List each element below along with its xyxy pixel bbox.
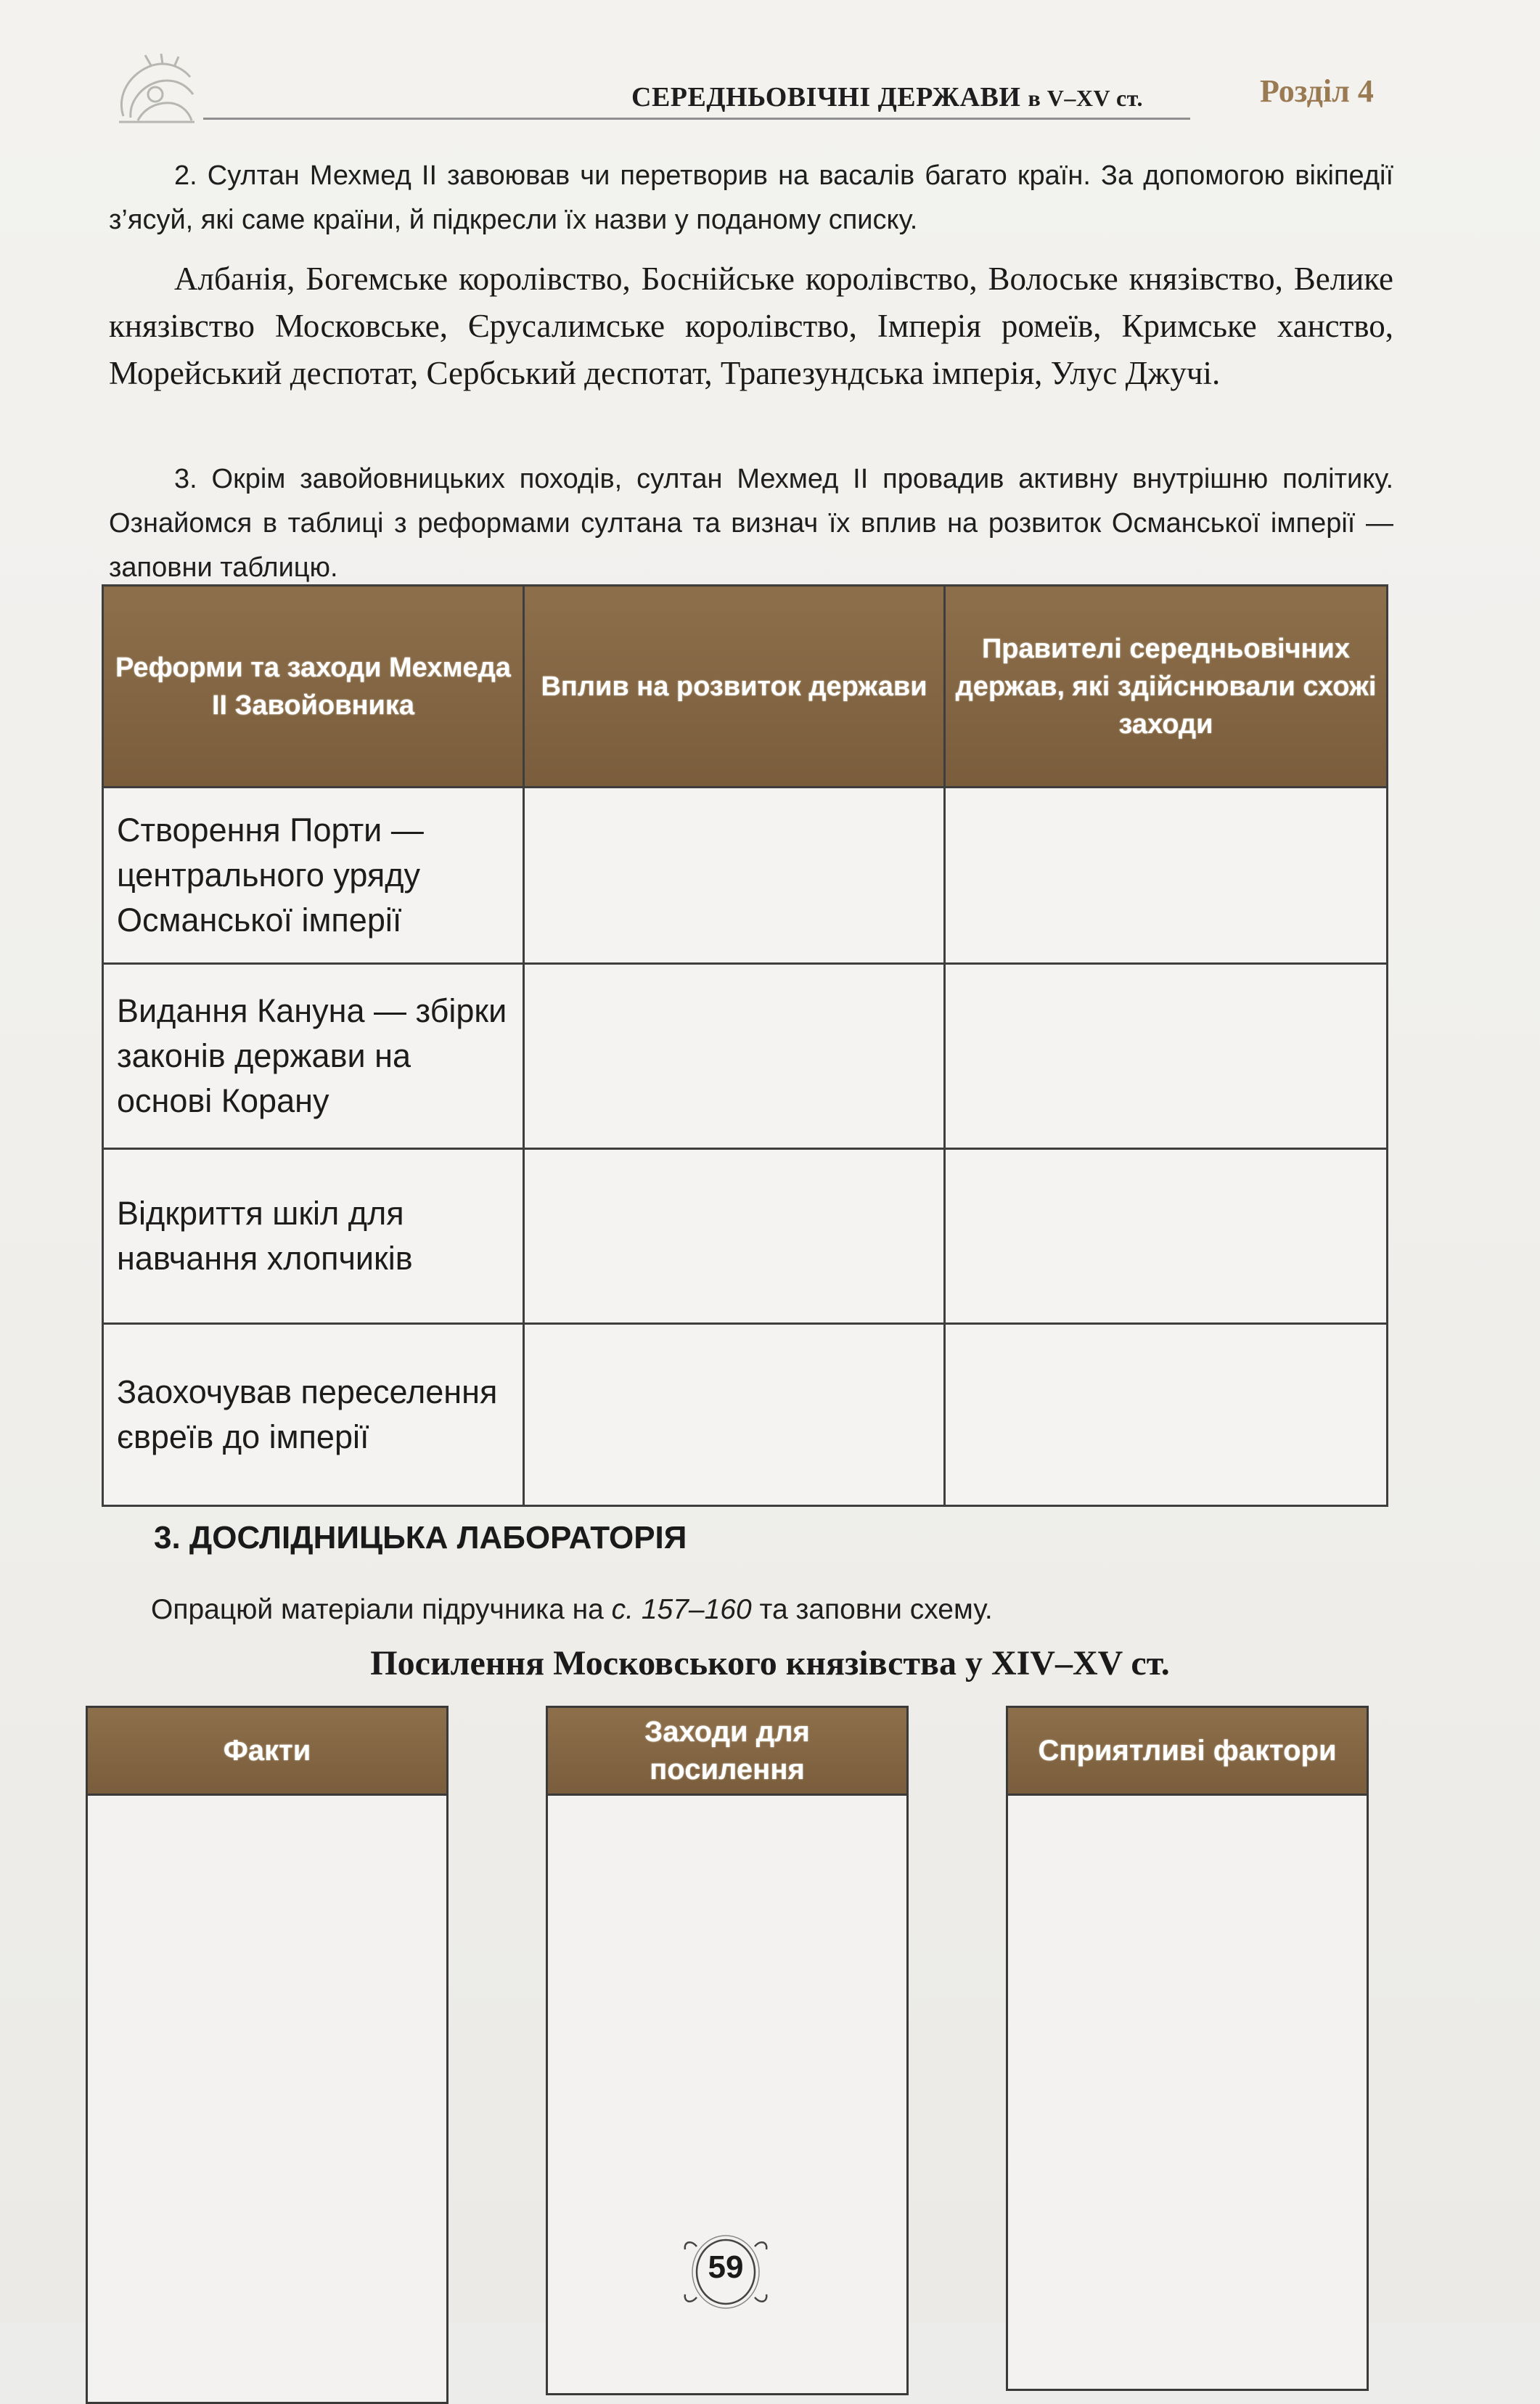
column-header-reforms: Реформи та заходи Мехмеда II Завойовника — [103, 586, 524, 788]
decorative-ornament-icon — [109, 51, 203, 131]
impact-answer-cell[interactable] — [524, 788, 945, 964]
rulers-answer-cell[interactable] — [945, 1324, 1388, 1506]
table-header-row — [103, 586, 1388, 788]
column-header-rulers: Правителі середньовічних держав, які здійснювали схожі заходи — [945, 586, 1388, 788]
reform-cell: Створення Порти — центрального уряду Османської імперії — [103, 788, 524, 964]
rulers-answer-cell[interactable] — [945, 1149, 1388, 1324]
scheme-box-header: Сприятливі фактори — [1008, 1708, 1367, 1796]
task-2-text: 2. Султан Мехмед II завоював чи перетворив на васалів багато країн. За допомогою вікіпедії з’ясуй, які саме країни, й підкресли їх назви у поданому списку. — [109, 160, 1393, 235]
scheme-box-header: Факти — [88, 1708, 446, 1796]
page-number-badge — [675, 2232, 777, 2312]
rulers-answer-cell[interactable] — [945, 788, 1388, 964]
page-number: 59 — [708, 2249, 744, 2285]
table-row — [103, 964, 1388, 1149]
countries-list: Албанія, Богемське королівство, Боснійське королівство, Волоське князівство, Велике князівство Московське, Єрусалимське королівство, Імперія ромеїв, Кримське ханство, Морейський деспотат, Сербський деспотат, Трапезундська імперія, Улус Джучі. — [109, 261, 1393, 391]
section-label: Розділ 4 — [1260, 73, 1374, 109]
header-divider — [203, 118, 1190, 120]
lab-heading: 3. ДОСЛІДНИЦЬКА ЛАБОРАТОРІЯ — [154, 1520, 687, 1555]
impact-answer-cell[interactable] — [524, 1324, 945, 1506]
reform-cell: Видання Кануна — збірки законів держави на основі Корану — [103, 964, 524, 1149]
lab-instruction: Опрацюй матеріали підручника на с. 157–160 та заповни схему. — [151, 1594, 993, 1625]
table-row — [103, 1324, 1388, 1506]
task-3-text: 3. Окрім завойовницьких походів, султан Мехмед II провадив активну внутрішню політику. Ознайомся в таблиці з реформами султана та визнач їх вплив на розвиток Османської імперії — заповни таблицю. — [109, 464, 1393, 583]
scheme-box-favorable-factors[interactable] — [1006, 1706, 1369, 2391]
textbook-pages-reference: с. 157–160 — [611, 1594, 752, 1625]
reform-cell: Відкриття шкіл для навчання хлопчиків — [103, 1149, 524, 1324]
reforms-table — [102, 584, 1388, 1507]
rulers-answer-cell[interactable] — [945, 964, 1388, 1149]
scheme-box-facts[interactable] — [86, 1706, 449, 2404]
impact-answer-cell[interactable] — [524, 1149, 945, 1324]
reform-cell: Заохочував переселення євреїв до імперії — [103, 1324, 524, 1506]
column-header-impact: Вплив на розвиток держави — [524, 586, 945, 788]
page-header-title: СЕРЕДНЬОВІЧНІ ДЕРЖАВИ в V–XV ст. — [631, 82, 1143, 113]
scheme-box-header: Заходи для посилення — [548, 1708, 906, 1796]
scheme-title: Посилення Московського князівства у XIV–XV ст. — [370, 1644, 1170, 1683]
table-row — [103, 788, 1388, 964]
impact-answer-cell[interactable] — [524, 964, 945, 1149]
table-row — [103, 1149, 1388, 1324]
